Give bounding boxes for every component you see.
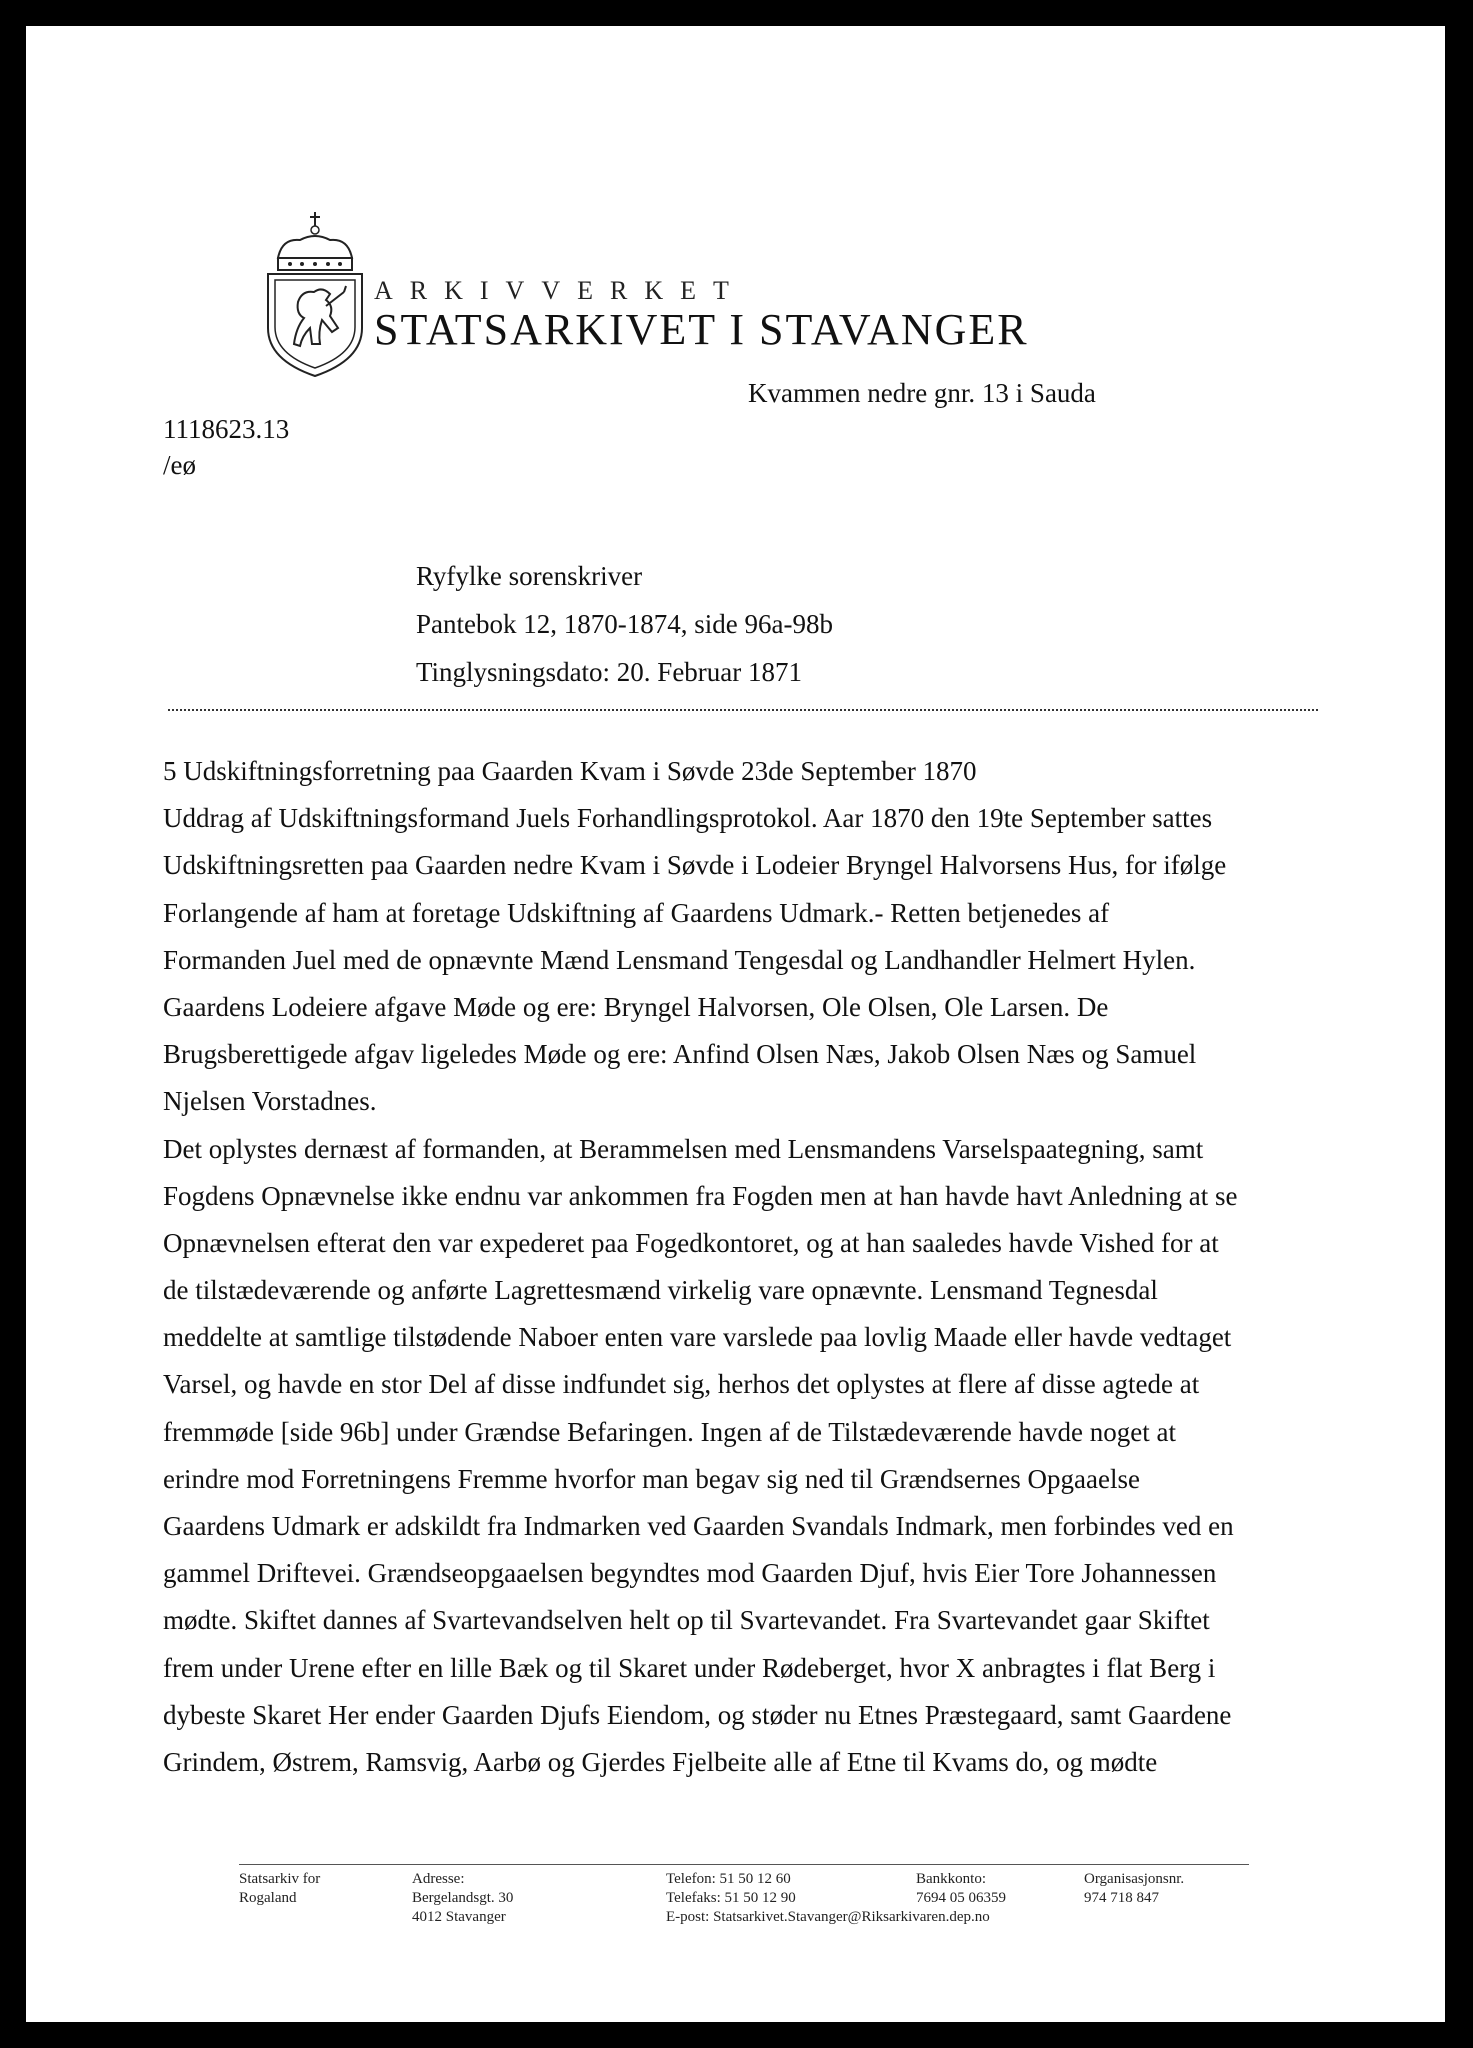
- document-page: [26, 26, 1445, 2022]
- footer-text: 4012 Stavanger: [412, 1909, 506, 1925]
- dotted-separator: [168, 709, 1318, 711]
- footer-email: E-post: Statsarkivet.Stavanger@Riksarkivaren.dep.no: [666, 1909, 990, 1925]
- body-line: Formanden Juel med de opnævnte Mænd Lensmand Tengesdal og Landhandler Helmert Hylen.: [163, 944, 1196, 975]
- footer-text: Bergelandsgt. 30: [412, 1890, 514, 1906]
- body-line: Fogdens Opnævnelse ikke endnu var ankommen fra Fogden men at han havde havt Anledning at se: [163, 1180, 1238, 1211]
- body-line: Brugsberettigede afgav ligeledes Møde og ere: Anfind Olsen Næs, Jakob Olsen Næs og Samuel: [163, 1039, 1197, 1070]
- body-line: dybeste Skaret Her ender Gaarden Djufs Eiendom, og støder nu Etnes Præstegaard, samt Gaardene: [163, 1699, 1232, 1730]
- body-line: Grindem, Østrem, Ramsvig, Aarbø og Gjerdes Fjelbeite alle af Etne til Kvams do, og mødte: [163, 1746, 1158, 1777]
- footer-text: 7694 05 06359: [916, 1890, 1006, 1906]
- body-line: Uddrag af Udskiftningsformand Juels Forhandlingsprotokol. Aar 1870 den 19te September sattes: [163, 803, 1213, 834]
- body-line: de tilstædeværende og anførte Lagrettesmænd virkelig vare opnævnte. Lensmand Tegnesdal: [163, 1275, 1158, 1306]
- footer-text: Telefon: 51 50 12 60: [666, 1871, 791, 1887]
- body-line: gammel Driftevei. Grændseopgaaelsen begyndtes mod Gaarden Djuf, hvis Eier Tore Johannessen: [163, 1558, 1217, 1589]
- footer-text: 974 718 847: [1084, 1890, 1159, 1906]
- body-line: erindre mod Forretningens Fremme hvorfor man begav sig ned til Grændsernes Opgaaelse: [163, 1463, 1140, 1494]
- body-line: meddelte at samtlige tilstødende Naboer enten vare varslede paa lovlig Maade eller havde vedtaget: [163, 1322, 1232, 1353]
- body-line: Varsel, og havde en stor Del af disse indfundet sig, herhos det oplystes at flere af disse agtede at: [163, 1369, 1200, 1400]
- footer-divider: [239, 1864, 1249, 1865]
- footer-text: Statsarkiv for: [239, 1871, 321, 1887]
- archive-name-title: STATSARKIVET I STAVANGER: [374, 305, 1029, 354]
- body-line: Opnævnelsen efterat den var expederet paa Fogedkontoret, og at han saaledes havde Vished for at: [163, 1227, 1219, 1258]
- footer-bank: [916, 1870, 1006, 1908]
- footer-text: Telefaks: 51 50 12 90: [666, 1890, 796, 1906]
- body-line: Forlangende af ham at foretage Udskiftning af Gaardens Udmark.- Retten betjenedes af: [163, 897, 1110, 928]
- footer-text: Organisasjonsnr.: [1084, 1871, 1185, 1887]
- source-book: Pantebok 12, 1870-1874, side 96a-98b: [416, 609, 833, 639]
- body-line: Udskiftningsretten paa Gaarden nedre Kvam i Søvde i Lodeier Bryngel Halvorsens Hus, for ifølge: [163, 850, 1227, 881]
- coat-of-arms-icon: [260, 210, 370, 378]
- body-line: 5 Udskiftningsforretning paa Gaarden Kvam i Søvde 23de September 1870: [163, 756, 977, 786]
- footer-orgnr: [1084, 1870, 1184, 1908]
- source-date: Tinglysningsdato: 20. Februar 1871: [416, 657, 803, 687]
- transcription-body: [163, 748, 1313, 1786]
- body-line: mødte. Skiftet dannes af Svartevandselven helt op til Svartevandet. Fra Svartevandet gaar Skiftet: [163, 1605, 1210, 1636]
- footer-institution: [239, 1870, 320, 1908]
- footer-address: [412, 1870, 513, 1927]
- footer-text: Adresse:: [412, 1871, 465, 1887]
- footer-text: Bankkonto:: [916, 1871, 986, 1887]
- body-line: Njelsen Vorstadnes.: [163, 1086, 377, 1117]
- body-line: Det oplystes dernæst af formanden, at Berammelsen med Lensmandens Varselspaategning, samt: [163, 1133, 1204, 1164]
- body-line: Gaardens Lodeiere afgave Møde og ere: Bryngel Halvorsen, Ole Olsen, Ole Larsen. De: [163, 991, 1109, 1022]
- source-court: Ryfylke sorenskriver: [416, 561, 643, 591]
- footer-text: Rogaland: [239, 1890, 297, 1906]
- body-line: frem under Urene efter en lille Bæk og til Skaret under Rødeberget, hvor X anbragtes i flat Berg i: [163, 1652, 1216, 1683]
- farm-title: Kvammen nedre gnr. 13 i Sauda: [748, 378, 1096, 408]
- body-line: fremmøde [side 96b] under Grændse Befaringen. Ingen af de Tilstædeværende havde noget at: [163, 1416, 1176, 1447]
- reference-initials: /eø: [163, 450, 196, 480]
- body-line: Gaardens Udmark er adskildt fra Indmarken ved Gaarden Svandals Indmark, men forbindes ved en: [163, 1511, 1234, 1541]
- reference-number: 1118623.13: [163, 414, 290, 444]
- archive-name-small: ARKIVVERKET: [374, 276, 746, 305]
